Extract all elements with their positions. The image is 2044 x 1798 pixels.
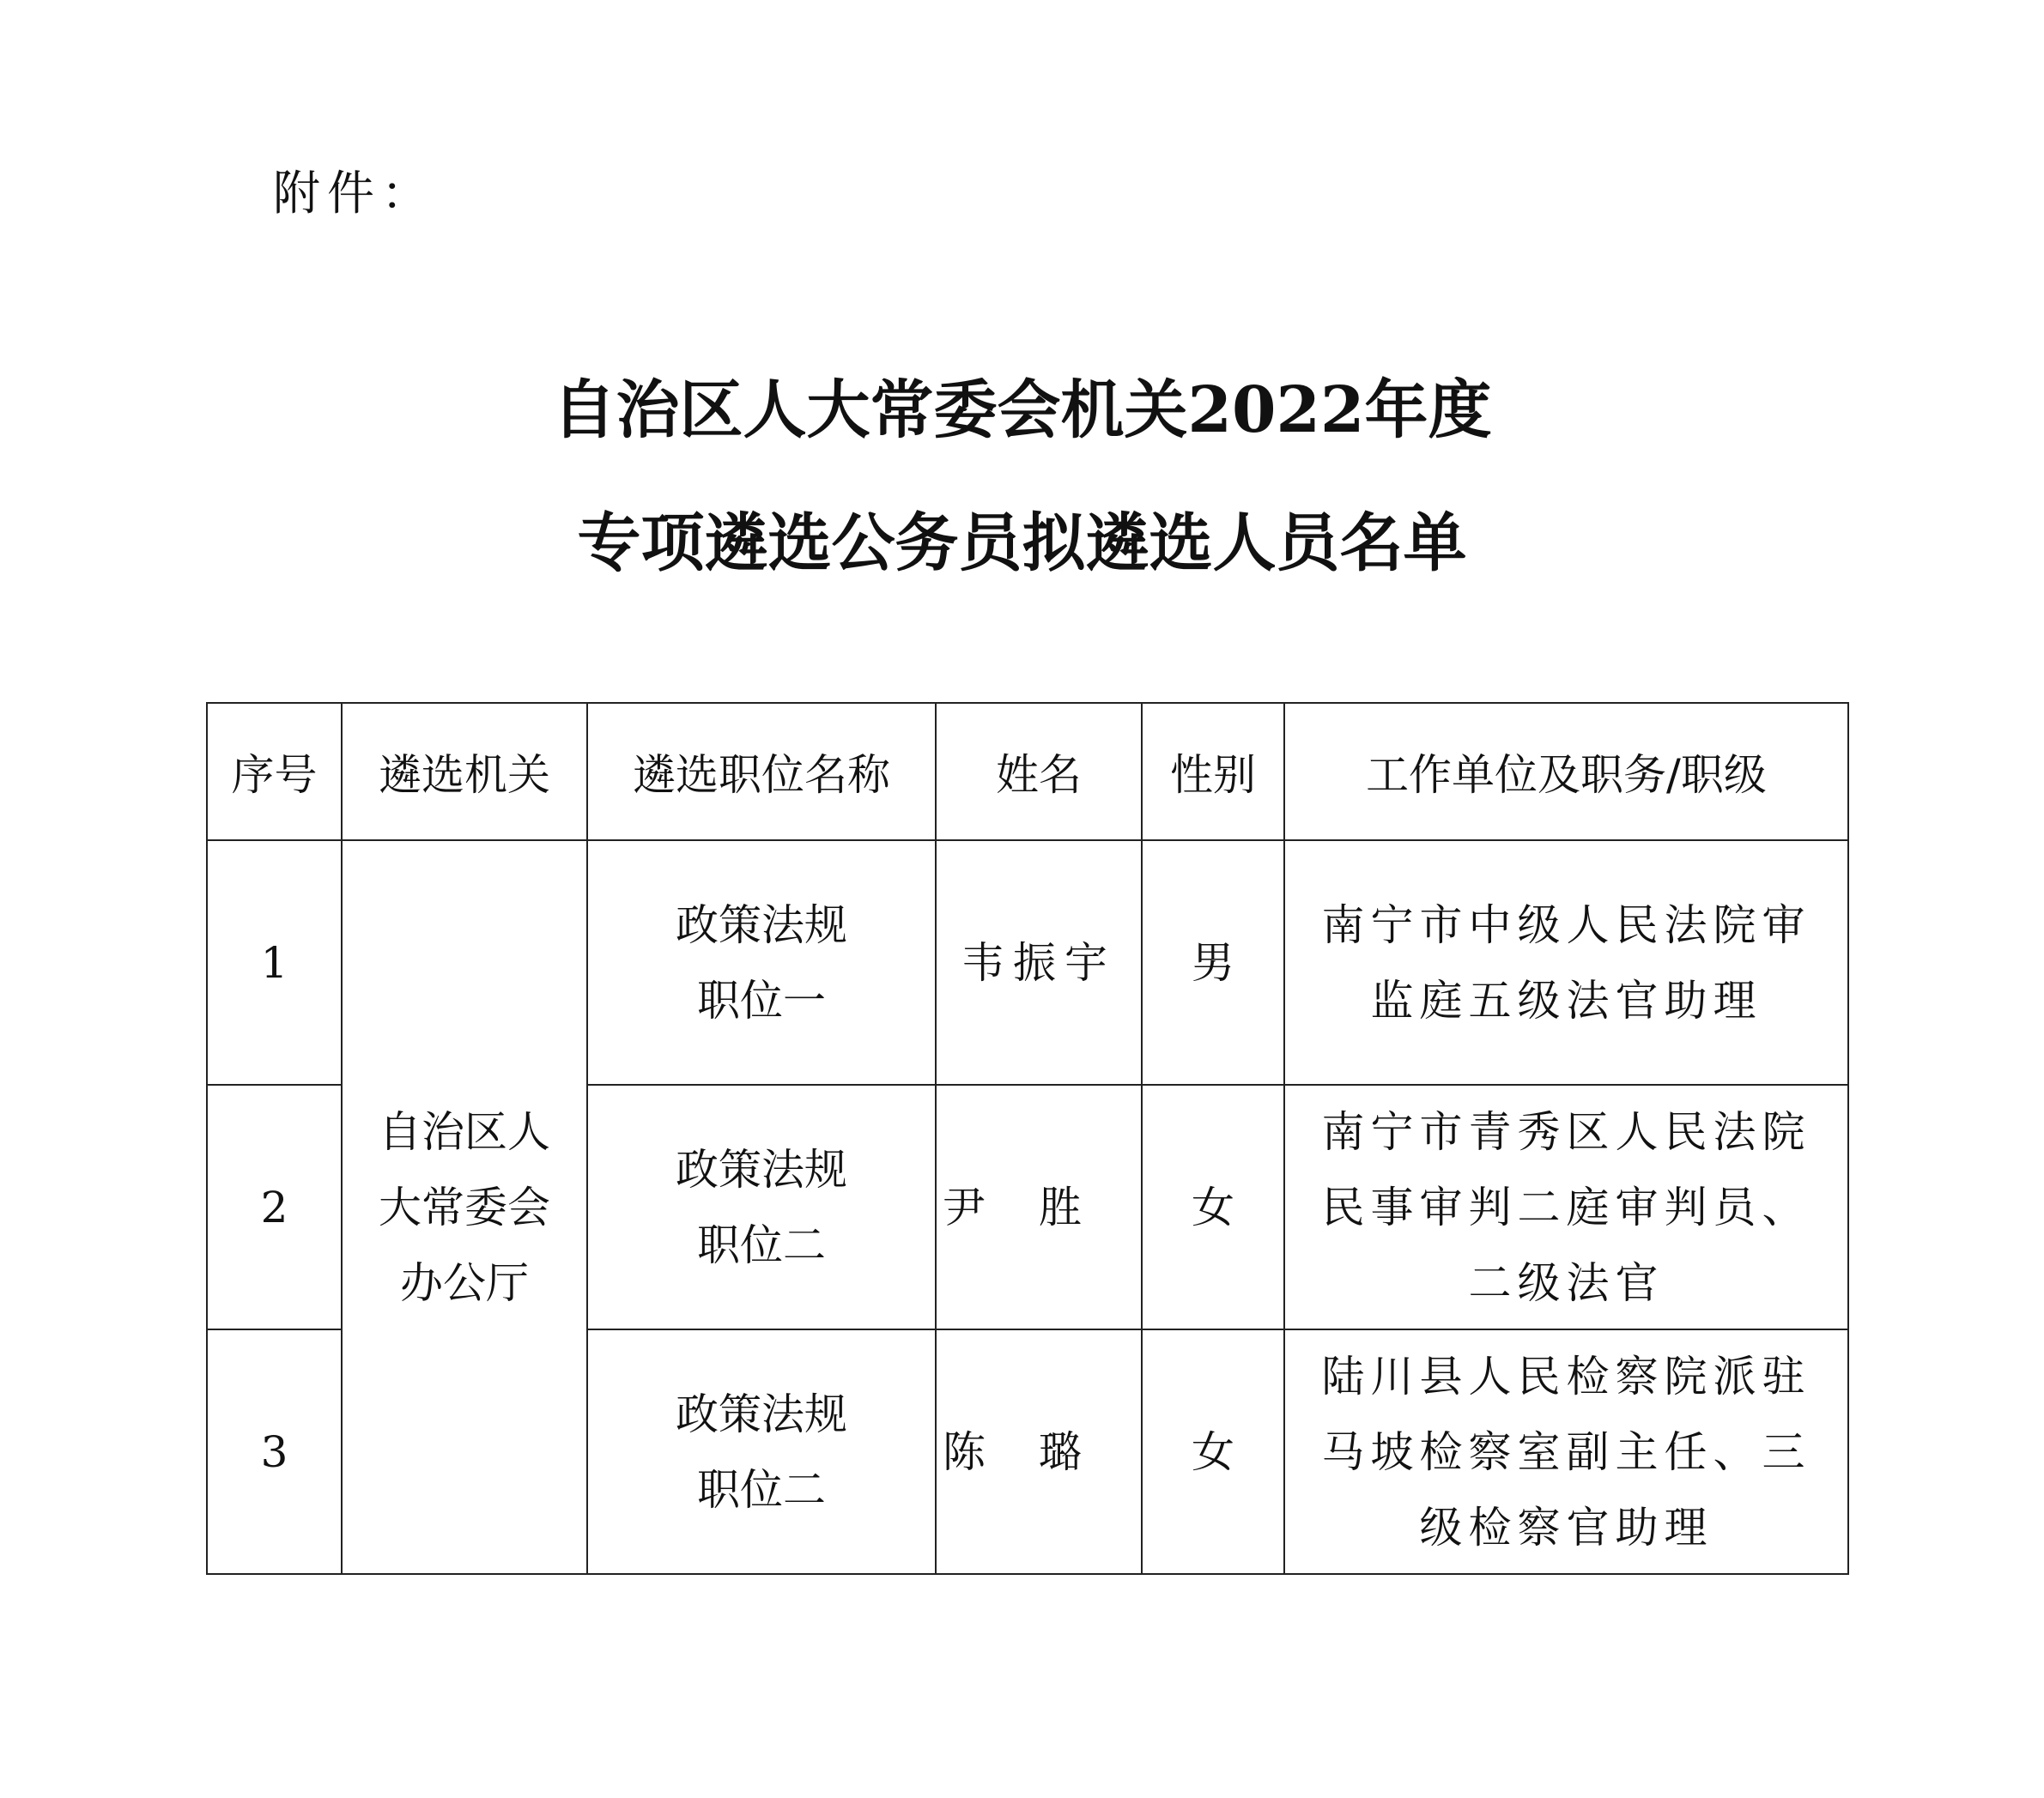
unit-text: 南宁市青秀区人民法院民事审判二庭审判员、二级法官	[1321, 1106, 1811, 1308]
position-text: 政策法规职位二	[676, 1144, 847, 1270]
table-header-row	[207, 703, 1848, 840]
header-organ: 遴选机关	[342, 703, 587, 840]
header-position: 遴选职位名称	[587, 703, 936, 840]
header-unit: 工作单位及职务/职级	[1284, 703, 1848, 840]
unit-text: 陆川县人民检察院派驻马坡检察室副主任、三级检察官助理	[1321, 1351, 1811, 1553]
row-seq: 3	[207, 1329, 342, 1574]
person-gender: 女	[1142, 1329, 1284, 1574]
row-seq: 1	[207, 840, 342, 1085]
attachment-label: 附件：	[273, 166, 436, 221]
person-gender: 女	[1142, 1085, 1284, 1329]
unit-cell	[1284, 840, 1848, 1085]
organ-cell	[342, 840, 587, 1574]
row-seq: 2	[207, 1085, 342, 1329]
document-title-line-1: 自治区人大常委会机关2022年度	[552, 373, 1492, 447]
document-title-line-2: 专项遴选公务员拟遴选人员名单	[577, 506, 1467, 580]
position-cell	[587, 1329, 936, 1574]
unit-cell	[1284, 1329, 1848, 1574]
header-seq: 序号	[207, 703, 342, 840]
header-name: 姓名	[936, 703, 1142, 840]
position-cell	[587, 1085, 936, 1329]
position-cell	[587, 840, 936, 1085]
unit-text: 南宁市中级人民法院审监庭五级法官助理	[1321, 899, 1811, 1026]
unit-cell	[1284, 1085, 1848, 1329]
person-name: 韦振宇	[936, 840, 1142, 1085]
person-gender: 男	[1142, 840, 1284, 1085]
organ-text: 自治区人大常委会办公厅	[379, 1106, 550, 1308]
table-row	[207, 840, 1848, 1085]
person-name: 尹胜	[936, 1085, 1142, 1329]
position-text: 政策法规职位一	[676, 899, 847, 1026]
candidate-table	[206, 702, 1849, 1575]
position-text: 政策法规职位二	[676, 1389, 847, 1515]
header-gender: 性别	[1142, 703, 1284, 840]
person-name: 陈璐	[936, 1329, 1142, 1574]
